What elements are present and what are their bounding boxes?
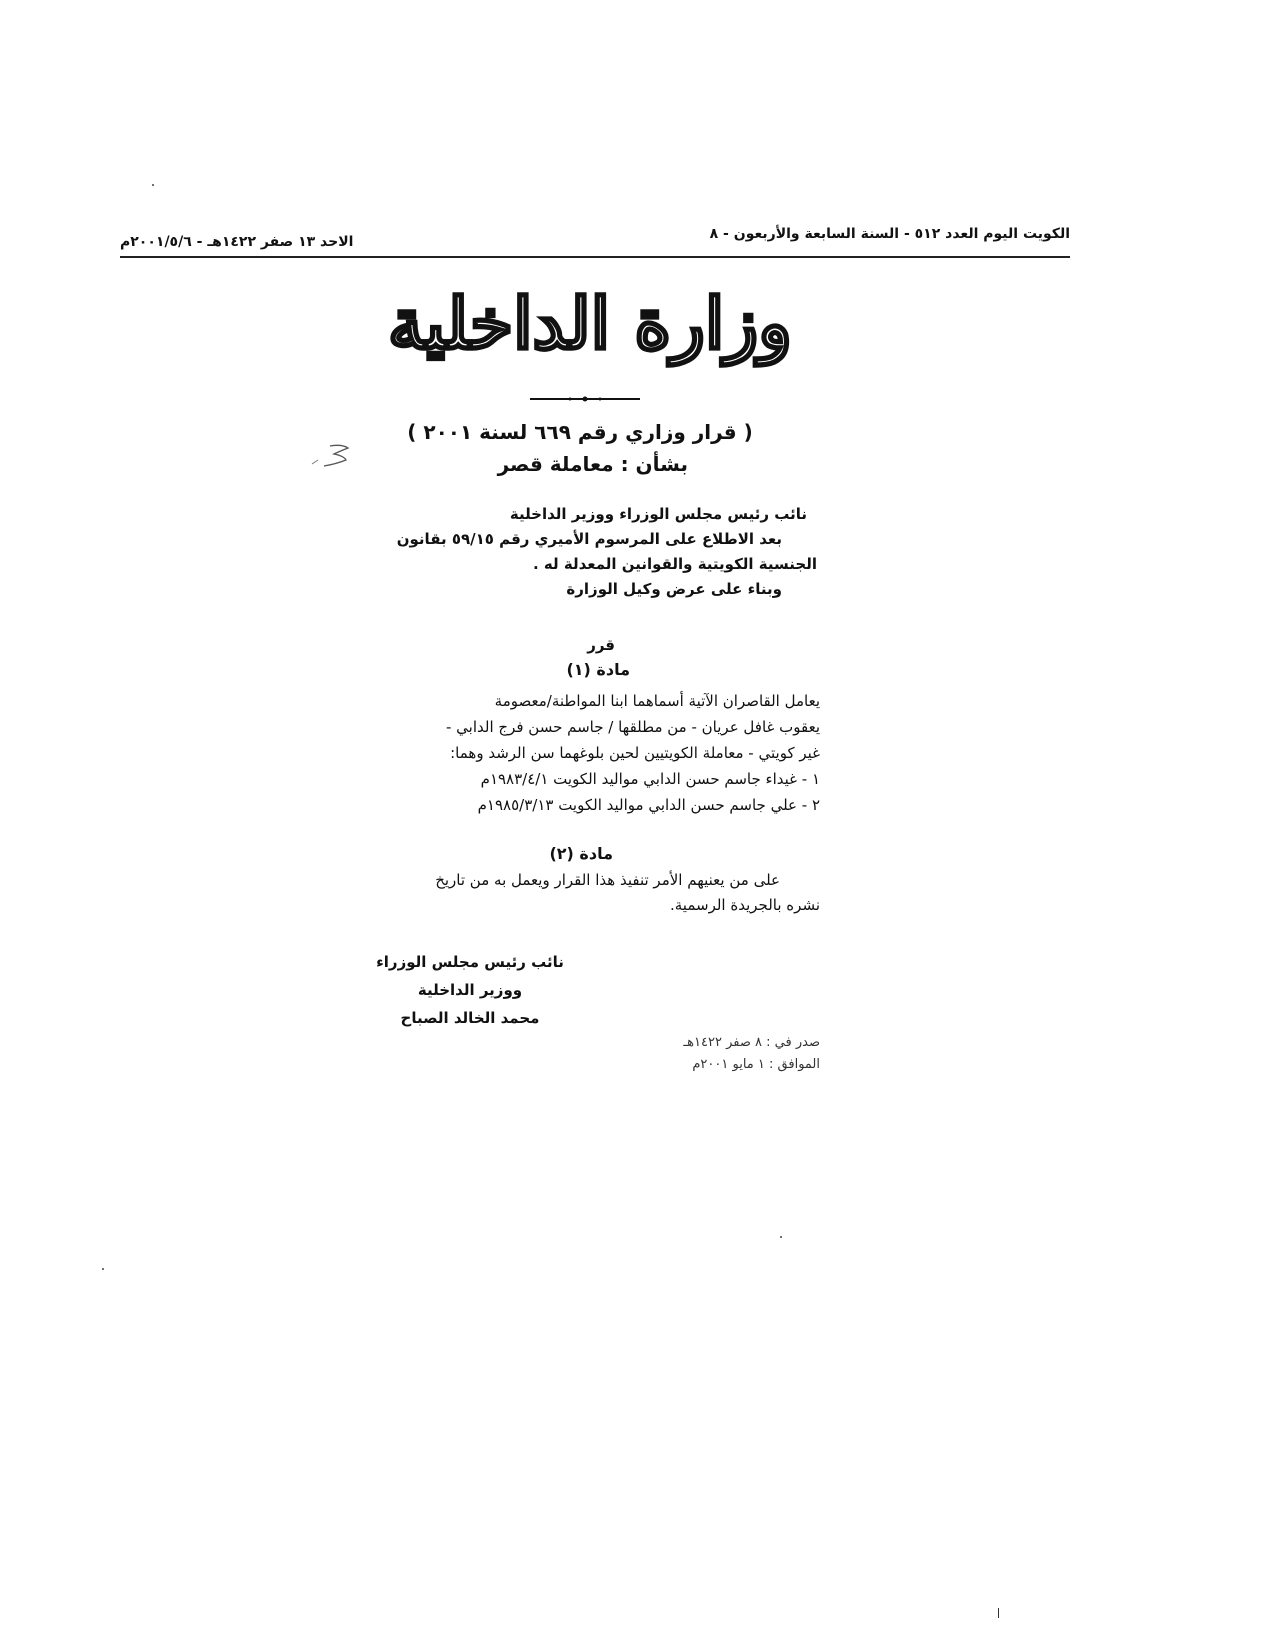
issue-date: الاحد ١٣ صفر ١٤٢٢هـ - ٢٠٠١/٥/٦م [120, 234, 354, 250]
preamble-line: وبناء على عرض وكيل الوزارة [566, 580, 782, 598]
title-ornament [530, 396, 640, 402]
article-line: نشره بالجريدة الرسمية. [670, 896, 820, 914]
signatory-title: ووزير الداخلية [417, 981, 523, 999]
preamble [347, 502, 817, 602]
gazette-header [120, 226, 1070, 258]
decision-title: ( قرار وزاري رقم ٦٦٩ لسنة ٢٠٠١ ) [407, 420, 753, 444]
issue-info: الكويت اليوم العدد ٥١٢ - السنة السابعة والأربعون - ٨ [709, 226, 1070, 242]
scan-mark [998, 1608, 999, 1618]
article-line: على من يعنيهم الأمر تنفيذ هذا القرار ويعمل به من تاريخ [435, 871, 780, 889]
signatory-title: نائب رئيس مجلس الوزراء [376, 953, 564, 971]
article-1-body [350, 688, 820, 818]
decision-subject: بشأن : معاملة قصر [497, 452, 688, 476]
signature-block [355, 948, 585, 1032]
article-2-body [350, 868, 820, 918]
issued-hijri: صدر في : ٨ صفر ١٤٢٢هـ [683, 1035, 820, 1050]
article-1-heading: مادة (١) [566, 660, 630, 679]
preamble-line: نائب رئيس مجلس الوزراء ووزير الداخلية [509, 505, 807, 523]
ministry-title: وزارة الداخلية [388, 282, 792, 365]
handwritten-mark [308, 440, 358, 470]
issued-gregorian: الموافق : ١ مايو ٢٠٠١م [692, 1057, 820, 1072]
article-list-item: ٢ - علي جاسم حسن الدابي مواليد الكويت ١٩٨٥/٣/١٣م [477, 796, 820, 814]
signatory-name: محمد الخالد الصباح [400, 1009, 540, 1027]
scan-speck [102, 1268, 104, 1270]
article-2-heading: مادة (٢) [549, 844, 613, 863]
article-line: غير كويتي - معاملة الكويتيين لحين بلوغهما سن الرشد وهما: [450, 744, 820, 762]
preamble-line: الجنسية الكويتية والقوانين المعدلة له . [533, 555, 817, 573]
preamble-line: بعد الاطلاع على المرسوم الأميري رقم ٥٩/١٥ بقانون [396, 530, 782, 548]
decided-heading: قرر [587, 636, 615, 654]
issue-date-block [683, 1032, 820, 1076]
scan-speck [152, 184, 154, 186]
article-line: يعقوب غافل عريان - من مطلقها / جاسم حسن فرج الدابي - [445, 718, 820, 736]
article-line: يعامل القاصران الآتية أسماهما ابنا المواطنة/معصومة [494, 692, 820, 710]
article-list-item: ١ - غيداء جاسم حسن الدابي مواليد الكويت ١٩٨٣/٤/١م [480, 770, 820, 788]
scan-speck [780, 1236, 782, 1238]
